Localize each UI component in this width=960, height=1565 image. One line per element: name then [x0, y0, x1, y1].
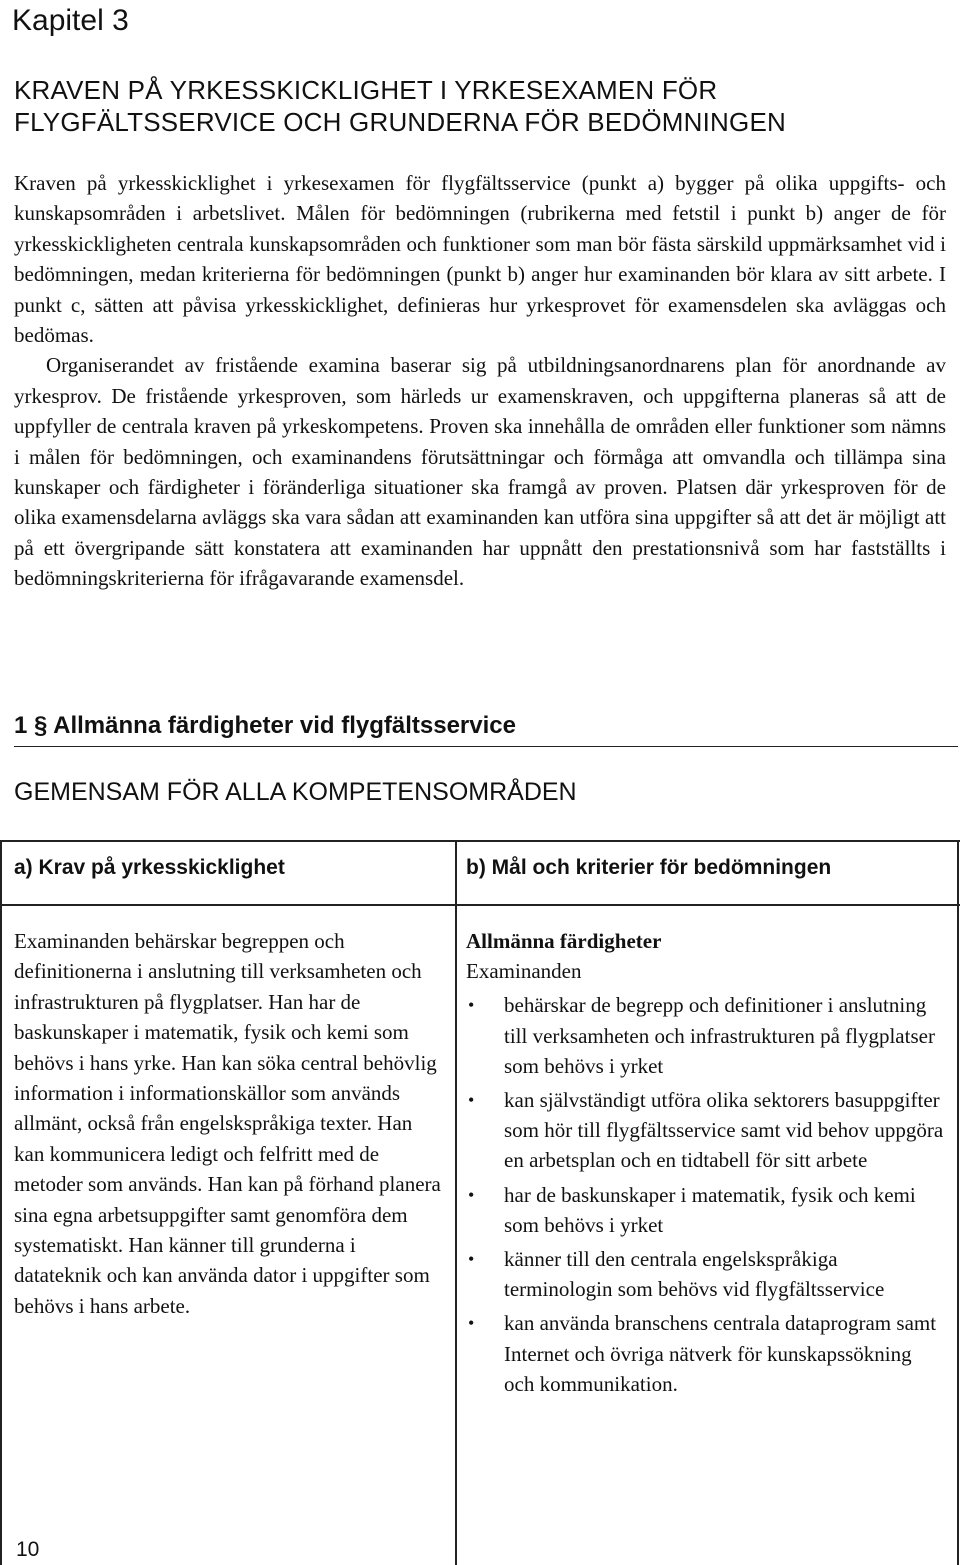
table-top-border [0, 840, 960, 842]
intro-text [14, 168, 946, 594]
column-b-cell [466, 926, 946, 1403]
intro-paragraph-2: Organiserandet av fristående examina baserar sig på utbildningsanordnarens plan för anordnande av yrkesprov. De fristående yrkesproven, som härleds ur examenskraven, och uppgifterna planeras så att de uppfyller de centrala kraven på yrkeskompetens. Proven ska innehålla de områden eller funktioner som nämns i målen för bedömningen, och examinandens förutsättningar och förmåga att omvandla och tillämpa sina kunskaper och färdigheter i föränderliga situationer ska framgå av proven. Platsen där yrkesproven för de olika examensdelarna avläggs ska vara sådan att examinanden kan utföra sina uppgifter så att det är möjligt att på ett övergripande sätt konstatera att examinanden har uppnått den prestationsnivå som har fastställts i bedömningskriterierna för ifrågavarande examensdel. [14, 353, 946, 591]
bullet-icon: • [468, 1313, 475, 1334]
column-a-cell [14, 926, 444, 1321]
main-title-line-1: KRAVEN PÅ YRKESSKICKLIGHET I YRKESEXAMEN FÖR [14, 75, 718, 105]
page-number: 10 [16, 1538, 40, 1561]
criteria-intro: Examinanden [466, 959, 582, 984]
list-item-text: kan använda branschens centrala dataprogram samt Internet och övriga nätverk för kunskapssökning och kommunikation. [504, 1311, 937, 1396]
section-subtitle: GEMENSAM FÖR ALLA KOMPETENSOMRÅDEN [14, 778, 577, 806]
list-item [466, 990, 946, 1081]
criteria-heading: Allmänna färdigheter [466, 929, 662, 953]
list-item-text: behärskar de begrepp och definitioner i anslutning till verksamheten och infrastrukturen på flygplatser som behövs i yrket [504, 993, 935, 1078]
list-item [466, 1244, 946, 1304]
list-item-text: kan självständigt utföra olika sektorers basuppgifter som hör till flygfältsservice samt vid behov uppgöra en arbetsplan och en tidtabell för sitt arbete [504, 1088, 944, 1173]
chapter-label: Kapitel 3 [12, 4, 129, 37]
criteria-list [466, 990, 946, 1399]
intro-paragraph-1: Kraven på yrkesskicklighet i yrkesexamen för flygfältsservice (punkt a) bygger på olika uppgifts- och kunskapsområden i arbetslivet. Målen för bedömningen (rubrikerna med fetstil i punkt b) anger de för yrkesskickligheten centrala kunskapsområden och funktioner som man bör fästa särskild uppmärksamhet vid i bedömningen, medan kriterierna för bedömningen (punkt b) anger hur examinanden bör klara av sitt arbete. I punkt c, sätten att påvisa yrkesskicklighet, definieras hur yrkesprovet för examensdelen ska avläggas och bedömas. [14, 171, 946, 348]
table-right-border [957, 840, 959, 1565]
section-heading: 1 § Allmänna färdigheter vid flygfältsservice [14, 712, 958, 747]
list-item [466, 1180, 946, 1240]
requirements-text: Examinanden behärskar begreppen och definitionerna i anslutning till verksamheten och infrastrukturen på flygplatser. Han har de baskunskaper i matematik, fysik och kemi som behövs i hans yrke. Han kan söka central behövlig information i informationskällor som används allmänt, också från engelskspråkiga texter. Han kan kommunicera ledigt och felfritt med de metoder som används. Han kan på förhand planera sina egna arbetsuppgifter samt genomföra dem systematiskt. Han känner till grunderna i datateknik och kan använda dator i uppgifter som behövs i hans arbete. [14, 929, 441, 1318]
column-a-header: a) Krav på yrkesskicklighet [14, 856, 285, 879]
table-column-divider [455, 840, 457, 1565]
main-title-line-2: FLYGFÄLTSSERVICE OCH GRUNDERNA FÖR BEDÖMNINGEN [14, 107, 786, 137]
list-item-text: har de baskunskaper i matematik, fysik och kemi som behövs i yrket [504, 1182, 916, 1237]
main-title [14, 74, 944, 138]
column-b-header: b) Mål och kriterier för bedömningen [466, 856, 832, 879]
list-item [466, 1085, 946, 1176]
bullet-icon: • [468, 1249, 475, 1270]
bullet-icon: • [468, 1090, 475, 1111]
bullet-icon: • [468, 1184, 475, 1205]
table-left-border [0, 840, 2, 1565]
table-header-divider [0, 904, 960, 906]
list-item-text: känner till den centrala engelskspråkiga terminologin som behövs vid flygfältsservice [504, 1247, 885, 1302]
list-item [466, 1308, 946, 1399]
bullet-icon: • [468, 995, 475, 1016]
